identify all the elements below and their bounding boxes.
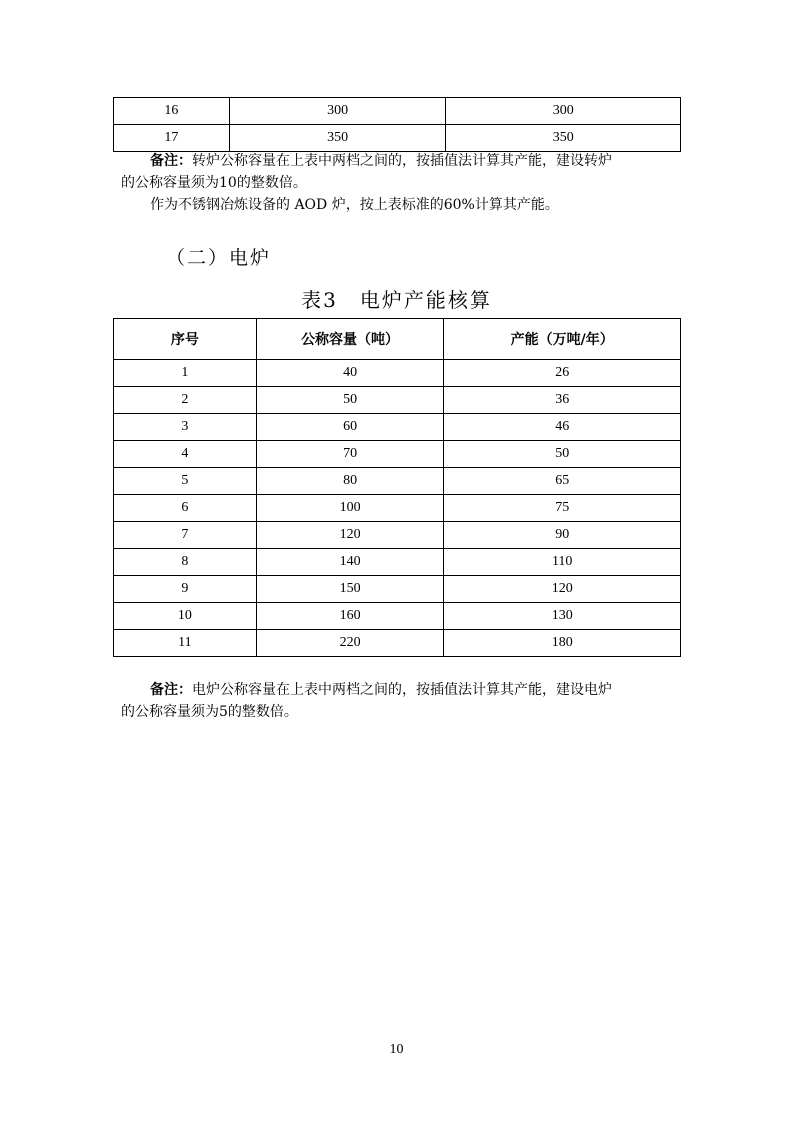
note-text-line2: 的公称容量须为5的整数倍。 [121,704,298,720]
output-cell: 46 [444,414,681,441]
eaf-capacity-table [113,318,681,657]
output-cell: 65 [444,468,681,495]
output-cell: 300 [446,98,681,125]
serial-cell: 16 [114,98,230,125]
capacity-cell: 220 [256,630,444,657]
eaf-note [121,679,689,723]
output-cell: 120 [444,576,681,603]
output-cell: 26 [444,360,681,387]
serial-cell: 8 [114,549,257,576]
capacity-cell: 80 [256,468,444,495]
serial-cell: 17 [114,125,230,152]
note-text-line1: 电炉公称容量在上表中两档之间的，按插值法计算其产能，建设电炉 [192,682,612,698]
serial-cell: 4 [114,441,257,468]
capacity-cell: 40 [256,360,444,387]
note-text-line2: 的公称容量须为10的整数倍。 [121,175,307,191]
table-row [114,387,681,414]
note-text-line1: 转炉公称容量在上表中两档之间的，按插值法计算其产能，建设转炉 [192,153,612,169]
table-row [114,360,681,387]
converter-capacity-table-continued [113,97,681,152]
output-cell: 350 [446,125,681,152]
column-header-output: 产能（万吨/年） [444,319,681,360]
aod-note: 作为不锈钢冶炼设备的 AOD 炉，按上表标准的60%计算其产能。 [150,197,559,213]
table-row [114,549,681,576]
page-number: 10 [389,1042,404,1057]
serial-cell: 7 [114,522,257,549]
capacity-cell: 140 [256,549,444,576]
capacity-cell: 300 [229,98,446,125]
serial-cell: 1 [114,360,257,387]
serial-cell: 3 [114,414,257,441]
capacity-cell: 120 [256,522,444,549]
column-header-capacity: 公称容量（吨） [256,319,444,360]
serial-cell: 5 [114,468,257,495]
serial-cell: 9 [114,576,257,603]
output-cell: 90 [444,522,681,549]
table-row [114,522,681,549]
note-label: 备注： [150,153,192,169]
table-row [114,576,681,603]
output-cell: 36 [444,387,681,414]
table-row [114,603,681,630]
output-cell: 75 [444,495,681,522]
serial-cell: 11 [114,630,257,657]
table-row [114,468,681,495]
table-header-row [114,319,681,360]
capacity-cell: 100 [256,495,444,522]
table-body [114,360,681,657]
table-row [114,630,681,657]
section-title: （二）电炉 [166,247,272,269]
table-row [114,414,681,441]
table-row [114,495,681,522]
serial-cell: 10 [114,603,257,630]
output-cell: 50 [444,441,681,468]
capacity-cell: 350 [229,125,446,152]
capacity-cell: 60 [256,414,444,441]
capacity-cell: 50 [256,387,444,414]
serial-cell: 2 [114,387,257,414]
table-caption: 表3 电炉产能核算 [301,288,492,312]
capacity-cell: 70 [256,441,444,468]
table-row [114,125,681,152]
table-row [114,441,681,468]
capacity-cell: 160 [256,603,444,630]
converter-note [121,150,689,216]
table-row [114,98,681,125]
serial-cell: 6 [114,495,257,522]
capacity-cell: 150 [256,576,444,603]
note-label: 备注： [150,682,192,698]
column-header-serial: 序号 [114,319,257,360]
output-cell: 180 [444,630,681,657]
output-cell: 110 [444,549,681,576]
output-cell: 130 [444,603,681,630]
